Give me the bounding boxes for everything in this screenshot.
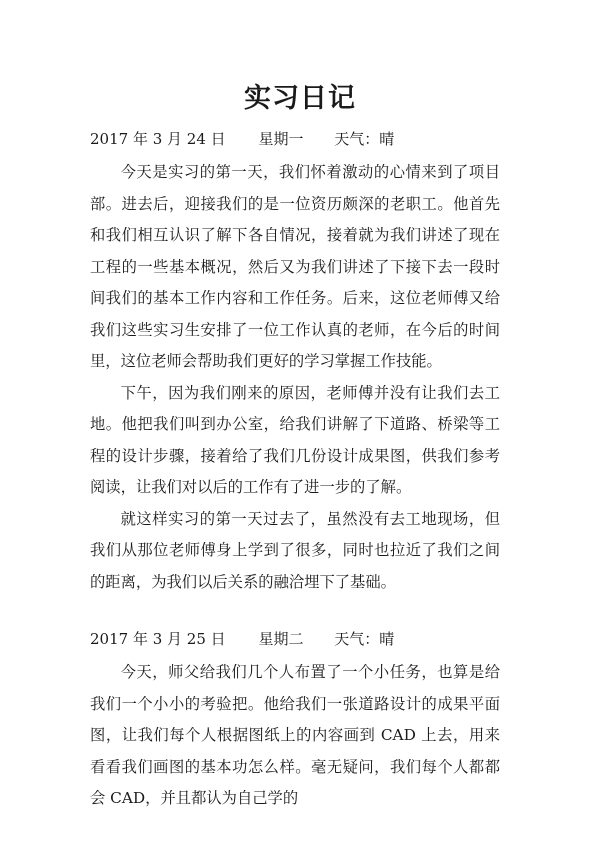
diary-entry-1 — [90, 127, 500, 598]
entry-header — [90, 627, 500, 651]
document-title: 实习日记 — [244, 83, 356, 114]
entry-weather: 天气：晴 — [334, 130, 395, 148]
paragraph: 今天，师父给我们几个人布置了一个小任务，也算是给我们一个小小的考验把。他给我们一张道路设计的成果平面图，让我们每个人根据图纸上的内容画到 CAD 上去，用来看看我们画图的基本功怎么样。毫无疑问，我们每个人都都会 CAD，并且都认为自己学的 — [90, 663, 500, 807]
diary-entry-2 — [90, 627, 500, 815]
entry-weekday: 星期二 — [258, 630, 304, 648]
entry-date: 2017 年 3 月 25 日 — [90, 630, 226, 648]
paragraph: 下午，因为我们刚来的原因，老师傅并没有让我们去工地。他把我们叫到办公室，给我们讲解了下道路、桥梁等工程的设计步骤，接着给了我们几份设计成果图，供我们参考阅读，让我们对以后的工作有了进一步的了解。 — [90, 383, 500, 496]
entry-weather: 天气：晴 — [334, 630, 395, 648]
entry-header — [90, 127, 500, 151]
entry-date: 2017 年 3 月 24 日 — [90, 130, 226, 148]
paragraph: 今天是实习的第一天，我们怀着激动的心情来到了项目部。进去后，迎接我们的是一位资历颇深的老职工。他首先和我们相互认识了解下各自情况，接着就为我们讲述了现在工程的一些基本概况，然后又为我们讲述了下接下去一段时间我们的基本工作内容和工作任务。后来，这位老师傅又给我们这些实习生安排了一位工作认真的老师，在今后的时间里，这位老师会帮助我们更好的学习掌握工作技能。 — [90, 163, 500, 370]
paragraph: 就这样实习的第一天过去了，虽然没有去工地现场，但我们从那位老师傅身上学到了很多，同时也拉近了我们之间的距离，为我们以后关系的融洽埋下了基础。 — [90, 509, 500, 591]
entry-weekday: 星期一 — [258, 130, 304, 148]
